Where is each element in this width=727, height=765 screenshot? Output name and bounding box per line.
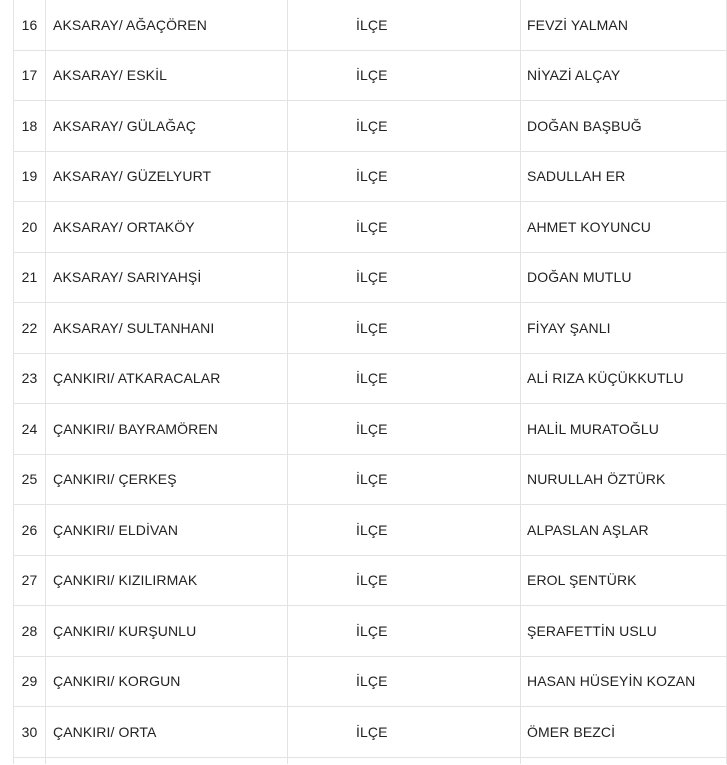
type-cell: İLÇE (288, 101, 521, 152)
empty-cell (46, 757, 288, 764)
row-number-cell: 29 (14, 656, 46, 707)
table-row (14, 656, 727, 707)
row-number-cell: 24 (14, 404, 46, 455)
empty-cell (288, 757, 521, 764)
row-number-cell: 16 (14, 0, 46, 50)
table-row (14, 202, 727, 253)
table-row (14, 404, 727, 455)
candidate-table-container (13, 0, 696, 764)
table-row (14, 303, 727, 354)
location-cell: AKSARAY/ SARIYAHŞİ (46, 252, 288, 303)
name-cell: HALİL MURATOĞLU (521, 404, 727, 455)
table-row (14, 0, 727, 50)
location-cell: ÇANKIRI/ BAYRAMÖREN (46, 404, 288, 455)
table-row (14, 101, 727, 152)
row-number-cell: 30 (14, 707, 46, 758)
table-row (14, 353, 727, 404)
row-number-cell: 23 (14, 353, 46, 404)
name-cell: ALİ RIZA KÜÇÜKKUTLU (521, 353, 727, 404)
row-number-cell: 21 (14, 252, 46, 303)
name-cell: ALPASLAN AŞLAR (521, 505, 727, 556)
location-cell: AKSARAY/ GÜZELYURT (46, 151, 288, 202)
row-number-cell: 27 (14, 555, 46, 606)
location-cell: ÇANKIRI/ KIZILIRMAK (46, 555, 288, 606)
location-cell: AKSARAY/ ESKİL (46, 50, 288, 101)
row-number-cell: 17 (14, 50, 46, 101)
type-cell: İLÇE (288, 454, 521, 505)
table-row (14, 707, 727, 758)
table-row (14, 555, 727, 606)
type-cell: İLÇE (288, 707, 521, 758)
location-cell: AKSARAY/ GÜLAĞAÇ (46, 101, 288, 152)
table-row (14, 50, 727, 101)
candidate-table (13, 0, 727, 764)
row-number-cell: 25 (14, 454, 46, 505)
table-row (14, 252, 727, 303)
empty-cell (14, 757, 46, 764)
name-cell: DOĞAN BAŞBUĞ (521, 101, 727, 152)
type-cell: İLÇE (288, 606, 521, 657)
empty-cell (521, 757, 727, 764)
row-number-cell: 28 (14, 606, 46, 657)
row-number-cell: 20 (14, 202, 46, 253)
name-cell: HASAN HÜSEYİN KOZAN (521, 656, 727, 707)
row-number-cell: 18 (14, 101, 46, 152)
location-cell: ÇANKIRI/ ATKARACALAR (46, 353, 288, 404)
type-cell: İLÇE (288, 0, 521, 50)
type-cell: İLÇE (288, 151, 521, 202)
table-row-partial (14, 757, 727, 764)
name-cell: NURULLAH ÖZTÜRK (521, 454, 727, 505)
type-cell: İLÇE (288, 50, 521, 101)
name-cell: DOĞAN MUTLU (521, 252, 727, 303)
name-cell: FEVZİ YALMAN (521, 0, 727, 50)
name-cell: FİYAY ŞANLI (521, 303, 727, 354)
type-cell: İLÇE (288, 252, 521, 303)
name-cell: NİYAZİ ALÇAY (521, 50, 727, 101)
name-cell: ÖMER BEZCİ (521, 707, 727, 758)
row-number-cell: 22 (14, 303, 46, 354)
type-cell: İLÇE (288, 555, 521, 606)
name-cell: ŞERAFETTİN USLU (521, 606, 727, 657)
location-cell: AKSARAY/ SULTANHANI (46, 303, 288, 354)
type-cell: İLÇE (288, 656, 521, 707)
location-cell: AKSARAY/ AĞAÇÖREN (46, 0, 288, 50)
row-number-cell: 19 (14, 151, 46, 202)
type-cell: İLÇE (288, 404, 521, 455)
table-row (14, 606, 727, 657)
type-cell: İLÇE (288, 202, 521, 253)
type-cell: İLÇE (288, 505, 521, 556)
location-cell: AKSARAY/ ORTAKÖY (46, 202, 288, 253)
name-cell: AHMET KOYUNCU (521, 202, 727, 253)
location-cell: ÇANKIRI/ ELDİVAN (46, 505, 288, 556)
type-cell: İLÇE (288, 303, 521, 354)
row-number-cell: 26 (14, 505, 46, 556)
name-cell: SADULLAH ER (521, 151, 727, 202)
candidate-table-body (14, 0, 727, 764)
type-cell: İLÇE (288, 353, 521, 404)
location-cell: ÇANKIRI/ KURŞUNLU (46, 606, 288, 657)
table-row (14, 454, 727, 505)
name-cell: EROL ŞENTÜRK (521, 555, 727, 606)
location-cell: ÇANKIRI/ ORTA (46, 707, 288, 758)
location-cell: ÇANKIRI/ KORGUN (46, 656, 288, 707)
table-row (14, 151, 727, 202)
table-row (14, 505, 727, 556)
location-cell: ÇANKIRI/ ÇERKEŞ (46, 454, 288, 505)
